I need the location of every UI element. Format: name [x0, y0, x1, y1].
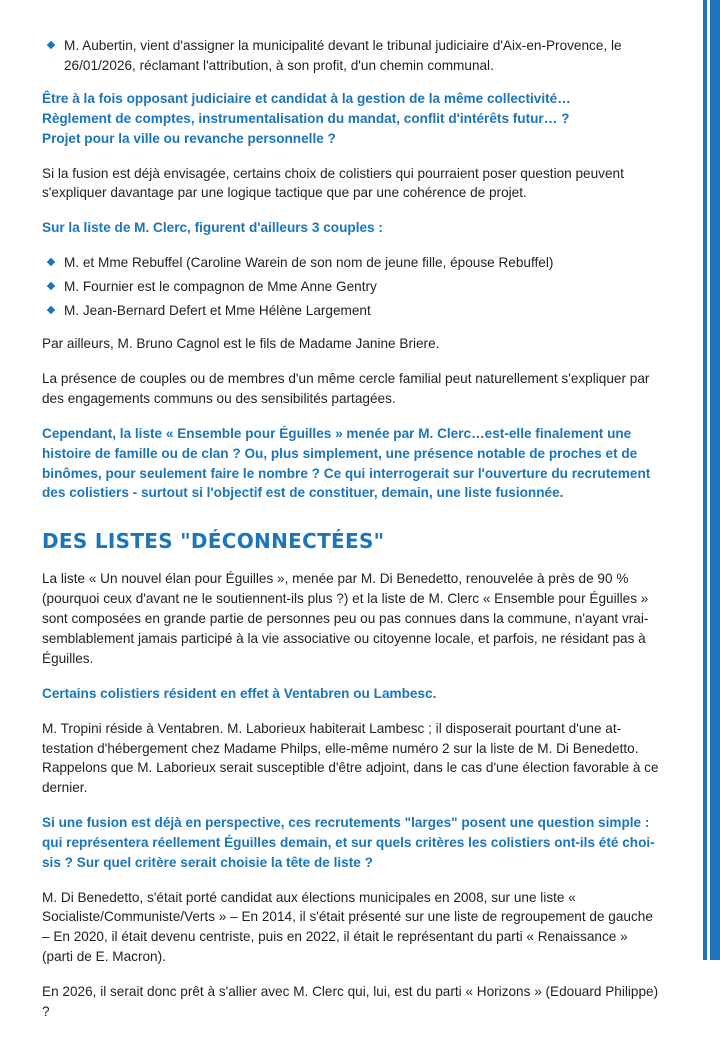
highlight-line: Être à la fois opposant judiciaire et candidat à la gestion de la même collectivité… — [42, 91, 571, 107]
paragraph-6: M. Di Benedetto, s'était porté candidat aux élections municipales en 2008, sur une liste « Socialiste/Communiste/Verts » – En 2014, il s'était présenté sur une liste de regroupement de gauche – En 2020, il était devenu centriste, puis en 2022, il était le représentant du parti « Renaissance » (parti de E. Macron). — [42, 889, 653, 965]
diamond-bullet-icon — [47, 282, 55, 290]
highlight-line: qui représentera réellement Éguilles demain, et sur quels critères les colistiers ont-ils été choi- — [42, 835, 655, 851]
highlight-line: sis ? Sur quel critère serait choisie la tête de liste ? — [42, 854, 373, 870]
highlight-block-3 — [42, 424, 662, 503]
couples-bullet-list — [42, 253, 662, 320]
list-item — [42, 253, 662, 273]
list-item-text: M. et Mme Rebuffel (Caroline Warein de son nom de jeune fille, épouse Rebuffel) — [64, 255, 554, 271]
highlight-block-2 — [42, 218, 662, 238]
diamond-bullet-icon — [47, 41, 55, 49]
right-edge-bar — [710, 0, 720, 960]
diamond-bullet-icon — [47, 305, 55, 313]
paragraph-3: La présence de couples ou de membres d'un même cercle familial peut naturellement s'expliquer par des engagements communs ou des sensibilités partagées. — [42, 371, 650, 407]
list-item — [42, 36, 662, 75]
highlight-block-4 — [42, 684, 662, 704]
paragraph-4: La liste « Un nouvel élan pour Éguilles », menée par M. Di Benedetto, renouvelée à près de 90 % (pourquoi ceux d'avant ne le soutiennent-ils plus ?) et la liste de M. Clerc « Ensemble pour Éguilles » sont composées en grande partie de personnes peu ou pas connues dans la commune, n'ayant vrai-semblablement jamais participé à la vie associative ou citoyenne locale, et parfois, ne résidant pas à Éguilles. — [42, 570, 649, 666]
highlight-line: Si une fusion est déjà en perspective, ces recrutements "larges" posent une question simple : — [42, 815, 650, 831]
paragraph-7: En 2026, il serait donc prêt à s'allier avec M. Clerc qui, lui, est du parti « Horizons » (Edouard Philippe) ? — [42, 984, 659, 1020]
highlight-line: binômes, pour seulement faire le nombre ? Ce qui interrogerait sur l'ouverture du recrutement — [42, 465, 651, 481]
document-content — [42, 36, 662, 1037]
highlight-block-1 — [42, 89, 662, 148]
paragraph-5: M. Tropini réside à Ventabren. M. Laborieux habiterait Lambesc ; il disposerait pourtant d'une at-testation d'hébergement chez Madame Philps, elle-même numéro 2 sur la liste de M. Di Benedetto. Rappelons que M. Laborieux serait susceptible d'être adjoint, dans le cas d'une élection favorable à ce dernier. — [42, 720, 659, 796]
list-item — [42, 301, 662, 321]
highlight-line: histoire de famille ou de clan ? Ou, plus simplement, une présence notable de proches et de — [42, 445, 638, 461]
highlight-block-5 — [42, 813, 662, 872]
highlight-line: Sur la liste de M. Clerc, figurent d'ailleurs 3 couples : — [42, 220, 383, 236]
section-heading: DES LISTES "DÉCONNECTÉES" — [42, 528, 385, 553]
highlight-line: des colistiers - surtout si l'objectif est de constituer, demain, une liste fusionnée. — [42, 485, 564, 501]
highlight-line: Certains colistiers résident en effet à Ventabren ou Lambesc. — [42, 685, 437, 701]
intro-bullet-list — [42, 36, 662, 75]
list-item-text: M. Aubertin, vient d'assigner la municipalité devant le tribunal judiciaire d'Aix-en-Provence, le 26/01/2026, réclamant l'attribution, à son profit, d'un chemin communal. — [64, 38, 622, 73]
right-edge-bar-secondary — [703, 0, 707, 960]
list-item-text: M. Fournier est le compagnon de Mme Anne Gentry — [64, 278, 377, 294]
paragraph-1: Si la fusion est déjà envisagée, certains choix de colistiers qui pourraient poser question peuvent s'expliquer davantage par une logique tactique que par une cohérence de projet. — [42, 165, 624, 201]
diamond-bullet-icon — [47, 258, 55, 266]
list-item-text: M. Jean-Bernard Defert et Mme Hélène Largement — [64, 302, 371, 318]
highlight-line: Cependant, la liste « Ensemble pour Éguilles » menée par M. Clerc…est-elle finalement une — [42, 426, 632, 442]
list-item — [42, 277, 662, 297]
highlight-line: Projet pour la ville ou revanche personnelle ? — [42, 130, 336, 146]
highlight-line: Règlement de comptes, instrumentalisation du mandat, conflit d'intérêts futur… ? — [42, 111, 570, 127]
right-edge-bar-gap — [707, 0, 710, 960]
paragraph-2: Par ailleurs, M. Bruno Cagnol est le fils de Madame Janine Briere. — [42, 336, 440, 352]
